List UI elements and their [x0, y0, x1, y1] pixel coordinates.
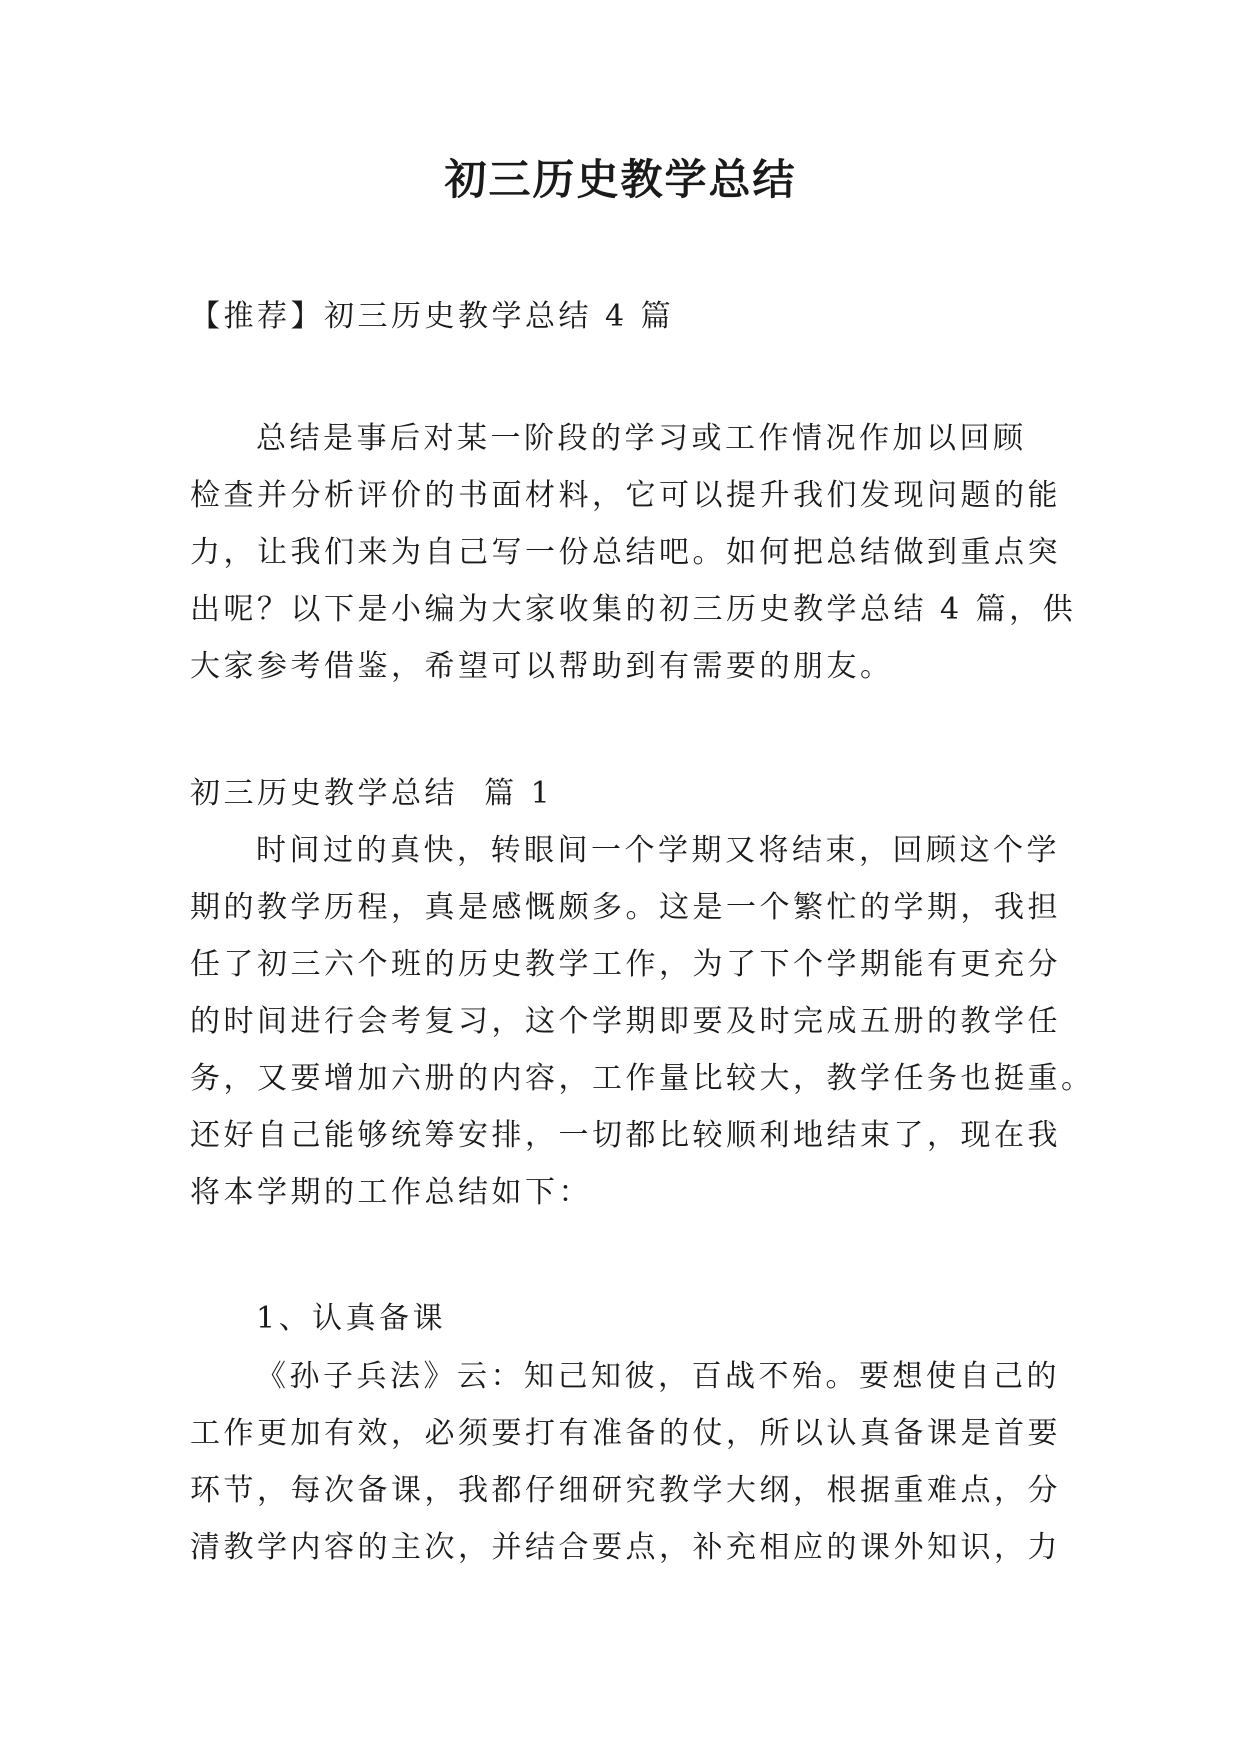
intro-line: 力，让我们来为自己写一份总结吧。如何把总结做到重点突 [190, 535, 1061, 570]
item-paragraph [190, 1348, 1061, 1576]
document-title: 初三历史教学总结 [444, 155, 797, 204]
item-heading-text: 1、认真备课 [256, 1301, 447, 1336]
section-line: 任了初三六个班的历史教学工作，为了下个学期能有更充分 [190, 947, 1061, 982]
section-line: 期的教学历程，真是感慨颇多。这是一个繁忙的学期，我担 [190, 890, 1061, 925]
section-line: 务，又要增加六册的内容，工作量比较大，教学任务也挺重。 [190, 1061, 1095, 1096]
item-line: 《孙子兵法》云：知己知彼，百战不殆。要想使自己的 [256, 1359, 1060, 1394]
item-line: 工作更加有效，必须要打有准备的仗，所以认真备课是首要 [190, 1416, 1061, 1451]
section-line: 将本学期的工作总结如下： [190, 1175, 592, 1210]
intro-paragraph [190, 410, 1077, 695]
section-heading [190, 765, 1055, 822]
section-line: 还好自己能够统筹安排，一切都比较顺利地结束了，现在我 [190, 1118, 1061, 1153]
recommend-text: 【推荐】初三历史教学总结 4 篇 [190, 299, 675, 334]
recommend-line [190, 288, 1055, 345]
intro-line: 出呢？以下是小编为大家收集的初三历史教学总结 4 篇，供 [190, 592, 1077, 627]
item-line: 清教学内容的主次，并结合要点，补充相应的课外知识，力 [190, 1530, 1061, 1565]
item-heading [190, 1290, 1055, 1347]
intro-line: 检查并分析评价的书面材料，它可以提升我们发现问题的能 [190, 478, 1061, 513]
intro-line: 总结是事后对某一阶段的学习或工作情况作加以回顾 [256, 421, 1027, 456]
section-paragraph [190, 822, 1095, 1221]
intro-line: 大家参考借鉴，希望可以帮助到有需要的朋友。 [190, 649, 894, 684]
section-line: 时间过的真快，转眼间一个学期又将结束，回顾这个学 [256, 833, 1060, 868]
item-line: 环节，每次备课，我都仔细研究教学大纲，根据重难点，分 [190, 1473, 1061, 1508]
section-line: 的时间进行会考复习，这个学期即要及时完成五册的教学任 [190, 1004, 1061, 1039]
section-heading-text: 初三历史教学总结 篇 1 [190, 776, 554, 811]
